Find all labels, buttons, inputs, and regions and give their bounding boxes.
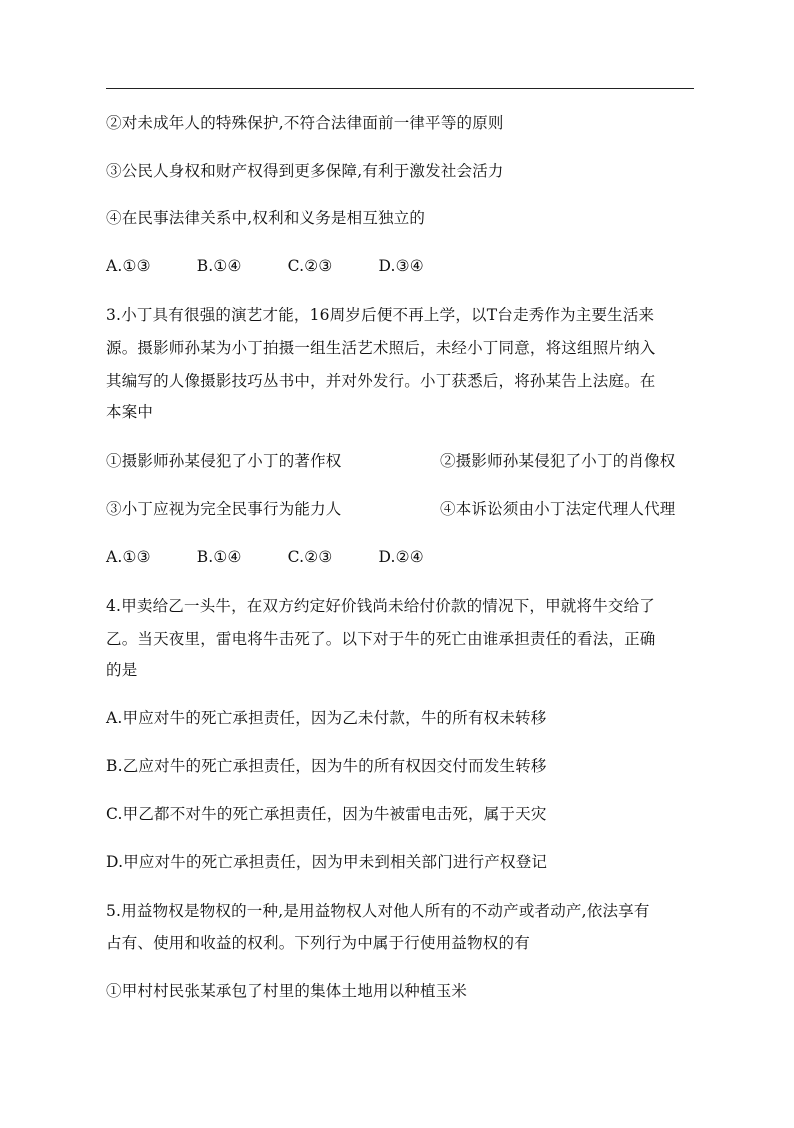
q5-item-1: ①甲村村民张某承包了村里的集体土地用以种植玉米 xyxy=(106,982,468,1000)
q2-options xyxy=(106,256,424,276)
q3-options xyxy=(106,547,424,567)
q3-option-c: C.②③ xyxy=(287,548,333,566)
q4-option-a: A.甲应对牛的死亡承担责任，因为乙未付款，牛的所有权未转移 xyxy=(106,709,547,727)
q3-option-d: D.②④ xyxy=(378,548,424,566)
q5-stem-line-2: 占有、使用和收益的权利。下列行为中属于行使用益物权的有 xyxy=(106,934,530,952)
q2-option-c: C.②③ xyxy=(287,257,333,275)
q4-option-c: C.甲乙都不对牛的死亡承担责任，因为牛被雷电击死，属于天灾 xyxy=(106,805,547,823)
q2-item-4: ④在民事法律关系中,权利和义务是相互独立的 xyxy=(106,209,426,227)
header-rule xyxy=(106,88,694,89)
q3-item-4: ④本诉讼须由小丁法定代理人代理 xyxy=(440,500,676,518)
q2-option-d: D.③④ xyxy=(378,257,424,275)
q3-item-2: ②摄影师孙某侵犯了小丁的肖像权 xyxy=(440,452,676,470)
q2-option-a: A.①③ xyxy=(106,257,151,275)
q3-item-1: ①摄影师孙某侵犯了小丁的著作权 xyxy=(106,452,342,470)
q3-item-3: ③小丁应视为完全民事行为能力人 xyxy=(106,500,342,518)
q2-option-b: B.①④ xyxy=(196,257,242,275)
q5-stem-line-1: 5.用益物权是物权的一种,是用益物权人对他人所有的不动产或者动产,依法享有 xyxy=(106,902,650,920)
q4-option-d: D.甲应对牛的死亡承担责任，因为甲未到相关部门进行产权登记 xyxy=(106,853,548,871)
q3-stem-line-2: 源。摄影师孙某为小丁拍摄一组生活艺术照后，未经小丁同意，将这组照片纳入 xyxy=(106,339,656,357)
q4-option-b: B.乙应对牛的死亡承担责任，因为牛的所有权因交付而发生转移 xyxy=(106,757,547,775)
q3-items-row-2 xyxy=(106,499,694,519)
q2-item-3: ③公民人身权和财产权得到更多保障,有利于激发社会活力 xyxy=(106,162,504,180)
q3-stem-line-4: 本案中 xyxy=(106,403,154,421)
q4-stem-line-3: 的是 xyxy=(106,661,138,679)
q3-stem-line-1: 3.小丁具有很强的演艺才能，16周岁后便不再上学，以T台走秀作为主要生活来 xyxy=(106,306,655,324)
q4-stem-line-1: 4.甲卖给乙一头牛，在双方约定好价钱尚未给付价款的情况下，甲就将牛交给了 xyxy=(106,597,655,615)
q3-stem-line-3: 其编写的人像摄影技巧丛书中，并对外发行。小丁获悉后，将孙某告上法庭。在 xyxy=(106,372,656,390)
q3-option-a: A.①③ xyxy=(106,548,151,566)
q4-stem-line-2: 乙。当天夜里，雷电将牛击死了。以下对于牛的死亡由谁承担责任的看法，正确 xyxy=(106,630,656,648)
q3-items-row-1 xyxy=(106,451,694,471)
q2-item-2: ②对未成年人的特殊保护,不符合法律面前一律平等的原则 xyxy=(106,114,504,132)
q3-option-b: B.①④ xyxy=(196,548,242,566)
